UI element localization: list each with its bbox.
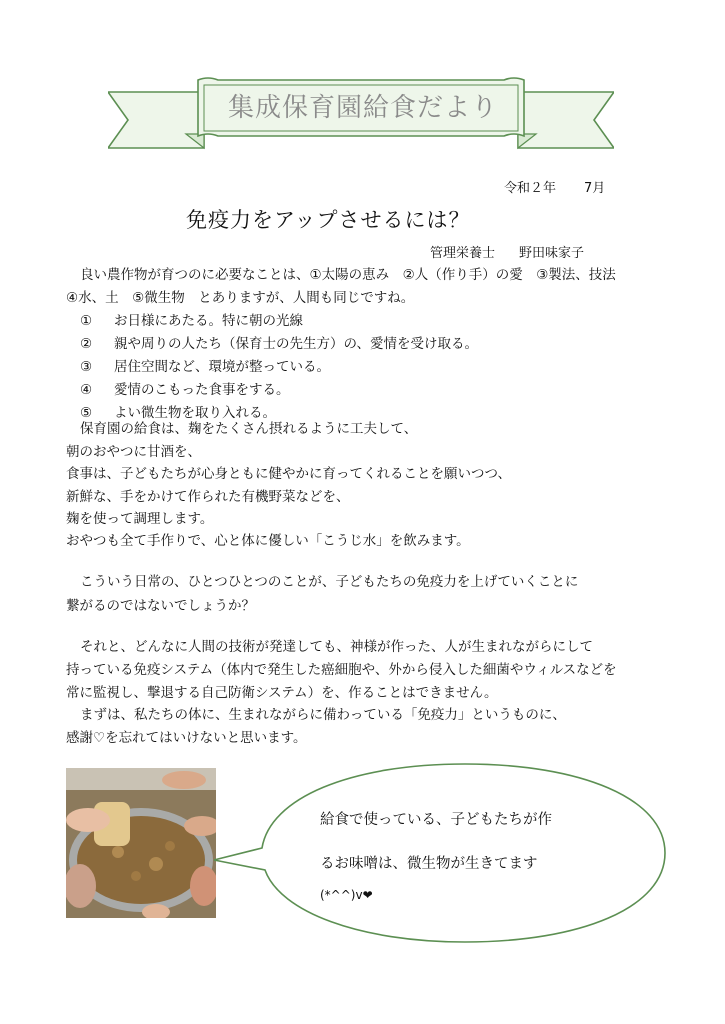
list-number: ⑤ bbox=[80, 405, 93, 421]
list-text: 親や周りの人たち（保育士の先生方）の、愛情を受け取る。 bbox=[114, 336, 478, 352]
list-item bbox=[80, 334, 478, 354]
list-item bbox=[80, 311, 303, 331]
title-banner bbox=[108, 74, 614, 154]
author-name: 野田味家子 bbox=[519, 246, 585, 261]
photo-illustration bbox=[66, 768, 216, 918]
list-item bbox=[80, 380, 290, 400]
list-text: よい微生物を取り入れる。 bbox=[114, 405, 276, 421]
intro-line: 良い農作物が育つのに必要なことは、①太陽の恵み ②人（作り手）の愛 ③製法、技法 bbox=[80, 267, 616, 283]
bubble-line: るお味噌は、微生物が生きてます bbox=[320, 856, 538, 872]
body-line: おやつも全て手作りで、心と体に優しい「こうじ水」を飲みます。 bbox=[66, 533, 470, 549]
author-role: 管理栄養士 bbox=[430, 246, 496, 261]
author-line bbox=[430, 242, 584, 261]
body-line: それと、どんなに人間の技術が発達しても、神様が作った、人が生まれながらにして bbox=[80, 639, 593, 655]
body-line: 新鮮な、手をかけて作られた有機野菜などを、 bbox=[66, 489, 350, 505]
bubble-line: 給食で使っている、子どもたちが作 bbox=[320, 812, 552, 828]
date-era: 令和２年 bbox=[504, 181, 557, 196]
body-line: 繋がるのではないでしょうか？ bbox=[66, 598, 255, 614]
issue-date bbox=[504, 177, 605, 196]
body-line: 麹を使って調理します。 bbox=[66, 511, 214, 527]
newsletter-title: 集成保育園給食だより bbox=[227, 93, 498, 123]
list-number: ③ bbox=[80, 359, 93, 375]
body-line: 常に監視し、撃退する自己防衛システム）を、作ることはできません。 bbox=[66, 685, 498, 701]
list-text: 居住空間など、環境が整っている。 bbox=[114, 359, 330, 375]
body-line: まずは、私たちの体に、生まれながらに備わっている「免疫力」というものに、 bbox=[80, 707, 566, 723]
body-line: 感謝♡を忘れてはいけないと思います。 bbox=[66, 730, 307, 746]
body-line: 持っている免疫システム（体内で発生した癌細胞や、外から侵入した細菌やウィルスなどを bbox=[66, 662, 617, 678]
list-text: 愛情のこもった食事をする。 bbox=[114, 382, 290, 398]
body-line: 朝のおやつに甘酒を、 bbox=[66, 444, 201, 460]
list-number: ① bbox=[80, 313, 93, 329]
body-line: こういう日常の、ひとつひとつのことが、子どもたちの免疫力を上げていくことに bbox=[80, 574, 579, 590]
date-month: 7月 bbox=[584, 181, 606, 196]
list-number: ② bbox=[80, 336, 93, 352]
speech-bubble bbox=[210, 758, 670, 948]
body-line: 食事は、子どもたちが心身ともに健やかに育ってくれることを願いつつ、 bbox=[66, 466, 511, 482]
miso-making-photo bbox=[66, 768, 216, 918]
bubble-emoticon: (*^^)v❤ bbox=[320, 888, 373, 902]
list-number: ④ bbox=[80, 382, 93, 398]
list-text: お日様にあたる。特に朝の光線 bbox=[114, 313, 303, 329]
list-item bbox=[80, 357, 330, 377]
intro-line: ④水、土 ⑤微生物 とありますが、人間も同じですね。 bbox=[66, 290, 415, 306]
body-line: 保育園の給食は、麹をたくさん摂れるように工夫して、 bbox=[80, 421, 418, 437]
article-heading: 免疫力をアップさせるには？ bbox=[186, 208, 471, 232]
